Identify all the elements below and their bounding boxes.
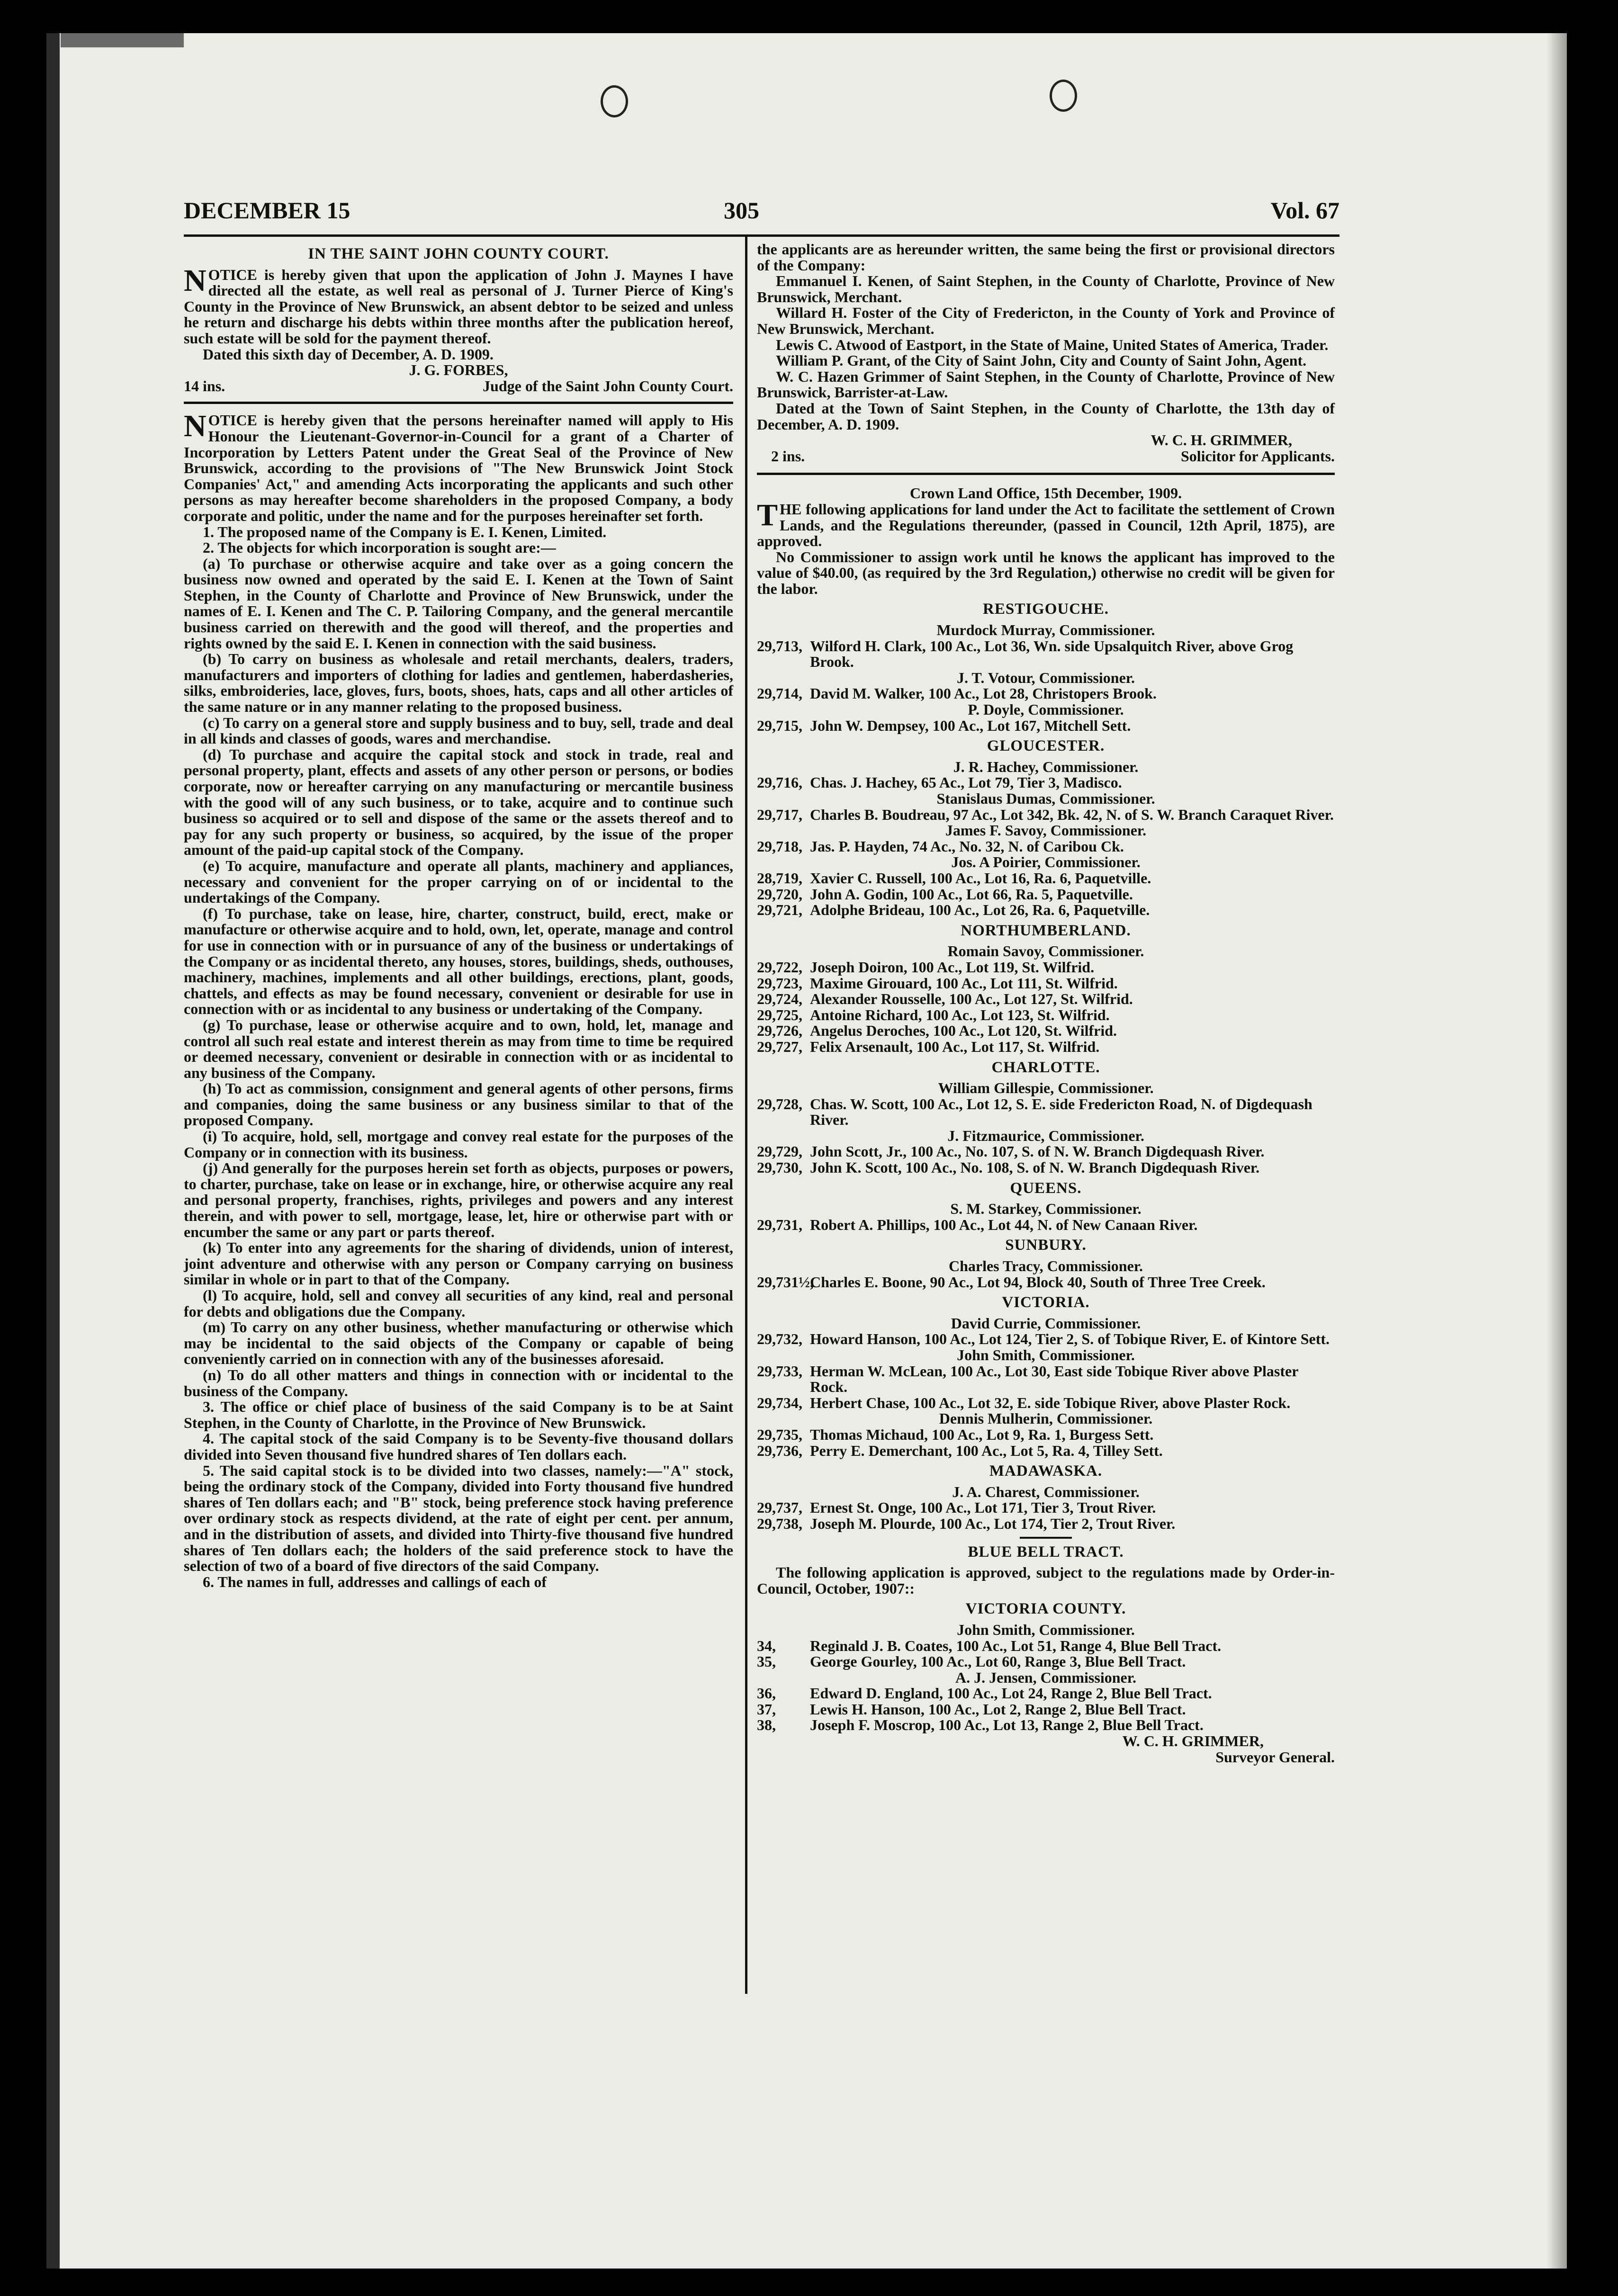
land-application-entry bbox=[757, 839, 1335, 855]
commissioner-line: Jos. A Poirier, Commissioner. bbox=[951, 853, 1141, 871]
court-notice-dated: Dated this sixth day of December, A. D. 1909. bbox=[203, 345, 494, 363]
court-notice-ins: 14 ins. bbox=[184, 377, 225, 395]
court-notice-signer: J. G. FORBES, bbox=[409, 361, 508, 379]
right-column bbox=[757, 242, 1335, 1765]
application-details: Reginald J. B. Coates, 100 Ac., Lot 51, Range 4, Blue Bell Tract. bbox=[810, 1637, 1222, 1654]
land-application-entry bbox=[757, 1007, 1335, 1023]
land-application-entry bbox=[757, 775, 1335, 791]
application-number: 29,725, bbox=[757, 1006, 802, 1023]
incorporation-paragraph: 5. The said capital stock is to be divided into two classes, namely:—"A" stock, being the ordinary stock of the Company, divided into Forty thousand five hundred shares of Ten dollars each; and "B" stock, being preference stock having preference over ordinary stock as respects dividend, at the rate of eight per cent. per annum, and in the distribution of assets, and divided into Thirty-five thousand five hundred shares of Ten dollars each; the holders of the said preference stock to have the selection of two of a board of five directors of the said Company. bbox=[184, 1462, 733, 1575]
incorporation-signer: W. C. H. GRIMMER, bbox=[1151, 431, 1292, 449]
land-application-entry bbox=[757, 902, 1335, 918]
application-details: Chas. W. Scott, 100 Ac., Lot 12, S. E. side Fredericton Road, N. of Digdequash River. bbox=[810, 1095, 1312, 1129]
county-section bbox=[757, 1238, 1335, 1290]
commissioner-line: John Smith, Commissioner. bbox=[957, 1346, 1135, 1363]
application-details: Charles E. Boone, 90 Ac., Lot 94, Block 40, South of Three Tree Creek. bbox=[810, 1273, 1266, 1291]
incorporation-paragraph: (d) To purchase and acquire the capital stock and stock in trade, real and personal property, plant, effects and assets of any other person or persons, or bodies corporate, now or hereafter carrying on any manufacturing or mercantile business with the good will of any such business, or to take, acquire and to continue such business so acquired or to sell and dispose of the same or the assets thereof and to pay for any such property or business, so acquired, by the issue of the proper amount of the paid-up capital stock of the Company. bbox=[184, 745, 733, 859]
application-details: Joseph Doiron, 100 Ac., Lot 119, St. Wilfrid. bbox=[810, 958, 1095, 976]
applicant-entry: Lewis C. Atwood of Eastport, in the State of Maine, United States of America, Trader. bbox=[776, 336, 1329, 353]
land-application-entry bbox=[757, 1023, 1335, 1039]
punch-hole-left bbox=[601, 85, 628, 117]
land-application-entry bbox=[757, 1702, 1335, 1718]
land-application-entry bbox=[757, 1717, 1335, 1733]
commissioner-line: William Gillespie, Commissioner. bbox=[938, 1079, 1154, 1097]
county-heading: GLOUCESTER. bbox=[987, 737, 1105, 755]
application-details: Lewis H. Hanson, 100 Ac., Lot 2, Range 2, Blue Bell Tract. bbox=[810, 1700, 1186, 1718]
incorporation-paragraph: 4. The capital stock of the said Company is to be Seventy-five thousand dollars divided into Seven thousand five hundred shares of Ten dollars each. bbox=[184, 1430, 733, 1463]
incorporation-paragraph: (a) To purchase or otherwise acquire and take over as a going concern the business now owned and operated by the said E. I. Kenen at the Town of Saint Stephen, in the County of Charlotte and Province of New Brunswick, under the names of E. I. Kenen and The C. P. Tailoring Company, and the general mercantile business carried on therewith and the good will thereof, and the properties and rights owned by the said E. I. Kenen in connection with the said business. bbox=[184, 555, 733, 652]
notice-separator-rule bbox=[184, 402, 733, 404]
commissioner-line: S. M. Starkey, Commissioner. bbox=[950, 1200, 1142, 1218]
court-notice-body: NOTICE is hereby given that upon the application of John J. Maynes I have directed all the estate, as well real as personal of J. Turner Pierce of King's County in the Province of New Brunswick, an absent debtor to be seized and unless he return and discharge his debts within three months after the publication hereof, such estate will be sold for the payment thereof. bbox=[184, 263, 733, 347]
application-details: John K. Scott, 100 Ac., No. 108, S. of N. W. Branch Digdequash River. bbox=[810, 1159, 1260, 1176]
application-number: 29,731, bbox=[757, 1216, 802, 1233]
application-number: 29,729, bbox=[757, 1143, 802, 1160]
punch-hole-right bbox=[1050, 80, 1077, 112]
land-application-entry bbox=[757, 1274, 1335, 1291]
application-details: Antoine Richard, 100 Ac., Lot 123, St. Wilfrid. bbox=[810, 1006, 1110, 1023]
land-application-entry bbox=[757, 1516, 1335, 1532]
commissioner-line: Charles Tracy, Commissioner. bbox=[948, 1257, 1143, 1275]
court-notice-signature-line bbox=[184, 378, 733, 395]
application-number: 29,724, bbox=[757, 990, 802, 1008]
page-number: 305 bbox=[724, 197, 759, 224]
incorporation-paragraph: (m) To carry on any other business, whether manufacturing or otherwise which may be incidental to the said objects of the Company or capable of being conveniently carried on in connection with any of the businesses aforesaid. bbox=[184, 1318, 733, 1368]
land-application-entry bbox=[757, 1217, 1335, 1233]
applicant-entry: W. C. Hazen Grimmer of Saint Stephen, in the County of Charlotte, Province of New Brunswick, Barrister-at-Law. bbox=[757, 368, 1335, 401]
left-column bbox=[184, 242, 733, 1590]
application-details: Edward D. England, 100 Ac., Lot 24, Range 2, Blue Bell Tract. bbox=[810, 1685, 1212, 1702]
application-details: George Gourley, 100 Ac., Lot 60, Range 3, Blue Bell Tract. bbox=[810, 1653, 1186, 1670]
incorporation-paragraph: (h) To act as commission, consignment and general agents of other persons, firms and companies, doing the same business or any business similar to that of the proposed Company. bbox=[184, 1080, 733, 1129]
incorporation-notice-continued: the applicants are as hereunder written, the same being the first or provisional directors of the Company: bbox=[757, 241, 1335, 274]
application-details: John Scott, Jr., 100 Ac., No. 107, S. of N. W. Branch Digdequash River. bbox=[810, 1143, 1265, 1160]
land-application-entry bbox=[757, 887, 1335, 903]
county-heading: NORTHUMBERLAND. bbox=[961, 922, 1131, 939]
application-details: Joseph M. Plourde, 100 Ac., Lot 174, Tier 2, Trout River. bbox=[810, 1515, 1176, 1532]
county-section bbox=[757, 1295, 1335, 1459]
application-number: 29,731½, bbox=[757, 1273, 814, 1291]
incorporation-paragraph: 2. The objects for which incorporation is sought are:— bbox=[203, 539, 556, 556]
county-heading: CHARLOTTE. bbox=[991, 1058, 1100, 1076]
land-application-entry bbox=[757, 1686, 1335, 1702]
application-details: John W. Dempsey, 100 Ac., Lot 167, Mitchell Sett. bbox=[810, 717, 1131, 734]
crown-note: No Commissioner to assign work until he knows the applicant has improved to the value of $40.00, (as required by the 3rd Regulation,) otherwise no credit will be given for the labor. bbox=[757, 548, 1335, 597]
page-edge-shadow bbox=[1547, 33, 1567, 2269]
land-application-entry bbox=[757, 1500, 1335, 1516]
application-details: Thomas Michaud, 100 Ac., Lot 9, Ra. 1, Burgess Sett. bbox=[810, 1426, 1154, 1443]
application-details: Robert A. Phillips, 100 Ac., Lot 44, N. of New Canaan River. bbox=[810, 1216, 1198, 1233]
incorporation-paragraph: (g) To purchase, lease or otherwise acquire and to own, hold, let, manage and control all such real estate and interest therein as may from time to time be required or deemed necessary, convenient or desirable in connection with or as incidental to any business of the Company. bbox=[184, 1016, 733, 1081]
applicant-entry: Willard H. Foster of the City of Fredericton, in the County of York and Province of New Brunswick, Merchant. bbox=[757, 304, 1335, 337]
incorporation-signature-line bbox=[757, 448, 1335, 465]
commissioner-line: Stanislaus Dumas, Commissioner. bbox=[936, 790, 1155, 807]
commissioner-line: John Smith, Commissioner. bbox=[957, 1621, 1135, 1638]
application-number: 29,717, bbox=[757, 806, 802, 823]
application-details: Ernest St. Onge, 100 Ac., Lot 171, Tier 3, Trout River. bbox=[810, 1499, 1156, 1516]
land-application-entry bbox=[757, 1427, 1335, 1443]
application-number: 29,728, bbox=[757, 1095, 802, 1112]
county-section bbox=[757, 1463, 1335, 1532]
application-number: 34, bbox=[757, 1637, 776, 1654]
land-application-entry bbox=[757, 976, 1335, 992]
incorporation-paragraphs bbox=[184, 524, 733, 1590]
bluebell-county: VICTORIA COUNTY. bbox=[965, 1600, 1126, 1618]
crown-intro: THE following applications for land under the Act to facilitate the settlement of Crown Lands, and the Regulations thereunder, (passed in Council, 12th April, 1875), are approved. bbox=[757, 497, 1335, 550]
incorporation-paragraph: (l) To acquire, hold, sell and convey all securities of any kind, real and personal for debts and obligations due the Company. bbox=[184, 1287, 733, 1320]
commissioner-line: J. R. Hachey, Commissioner. bbox=[953, 758, 1139, 775]
land-application-entry bbox=[757, 1654, 1335, 1670]
application-details: Howard Hanson, 100 Ac., Lot 124, Tier 2, S. of Tobique River, E. of Kintore Sett. bbox=[810, 1330, 1330, 1348]
application-details: Felix Arsenault, 100 Ac., Lot 117, St. Wilfrid. bbox=[810, 1038, 1100, 1055]
bluebell-title: BLUE BELL TRACT. bbox=[968, 1543, 1124, 1561]
incorporation-paragraph: (k) To enter into any agreements for the sharing of dividends, union of interest, joint adventure and otherwise with any person or Company carrying on business similar in whole or in part to that of the Company. bbox=[184, 1239, 733, 1288]
application-number: 37, bbox=[757, 1700, 776, 1718]
bluebell-entries bbox=[757, 1622, 1335, 1733]
commissioner-line: J. T. Votour, Commissioner. bbox=[956, 669, 1135, 686]
application-details: Jas. P. Hayden, 74 Ac., No. 32, N. of Caribou Ck. bbox=[810, 837, 1124, 855]
incorporation-paragraph: 1. The proposed name of the Company is E. I. Kenen, Limited. bbox=[203, 523, 607, 540]
application-number: 28,719, bbox=[757, 869, 802, 887]
application-number: 29,720, bbox=[757, 885, 802, 903]
application-details: Angelus Deroches, 100 Ac., Lot 120, St. Wilfrid. bbox=[810, 1022, 1117, 1040]
land-application-entry bbox=[757, 1160, 1335, 1176]
land-application-entry bbox=[757, 686, 1335, 702]
incorporation-paragraph: 3. The office or chief place of business of the said Company is to be at Saint Stephen, in the County of Charlotte, in the Province of New Brunswick. bbox=[184, 1398, 733, 1431]
application-number: 38, bbox=[757, 1716, 776, 1734]
application-details: Maxime Girouard, 100 Ac., Lot 111, St. Wilfrid. bbox=[810, 974, 1118, 992]
crown-land-sections bbox=[757, 601, 1335, 1532]
commissioner-line: Dennis Mulherin, Commissioner. bbox=[939, 1410, 1153, 1427]
application-number: 36, bbox=[757, 1685, 776, 1702]
application-details: Perry E. Demerchant, 100 Ac., Lot 5, Ra. 4, Tilley Sett. bbox=[810, 1442, 1163, 1459]
incorporation-paragraph: (c) To carry on a general store and supply business and to buy, sell, trade and deal in all kinds and classes of goods, wares and merchandise. bbox=[184, 714, 733, 747]
county-section bbox=[757, 738, 1335, 918]
application-details: Charles B. Boudreau, 97 Ac., Lot 342, Bk. 42, N. of S. W. Branch Caraquet River. bbox=[810, 806, 1334, 823]
incorporation-paragraph: (n) To do all other matters and things in connection with or incidental to the business of the Company. bbox=[184, 1366, 733, 1399]
applicant-entry: Emmanuel I. Kenen, of Saint Stephen, in the County of Charlotte, Province of New Brunswick, Merchant. bbox=[757, 272, 1335, 305]
application-details: Chas. J. Hachey, 65 Ac., Lot 79, Tier 3, Madisco. bbox=[810, 774, 1122, 791]
land-application-entry bbox=[757, 807, 1335, 823]
court-notice-title: IN THE SAINT JOHN COUNTY COURT. bbox=[308, 245, 609, 262]
application-number: 29,726, bbox=[757, 1022, 802, 1040]
application-details: John A. Godin, 100 Ac., Lot 66, Ra. 5, Paquetville. bbox=[810, 885, 1133, 903]
county-heading: SUNBURY. bbox=[1005, 1237, 1087, 1254]
commissioner-line: Murdock Murray, Commissioner. bbox=[936, 621, 1155, 639]
incorporation-paragraph: 6. The names in full, addresses and callings of each of bbox=[203, 1573, 547, 1590]
incorporation-paragraph: (f) To purchase, take on lease, hire, charter, construct, build, erect, make or manufacture or otherwise acquire and to hold, own, let, operate, manage and control for use in connection with or in pursuance of any of the business or undertakings of the Company or as incidental thereto, any houses, stores, buildings, sheds, outhouses, machinery, machines, implements and all other buildings, erections, plant, goods, chattels, and effects as may be found necessary, convenient or desirable for use in connection with or as incidental to any business or undertaking of the Company. bbox=[184, 905, 733, 1018]
land-application-entry bbox=[757, 1638, 1335, 1654]
bluebell-intro: The following application is approved, subject to the regulations made by Order-in-Council, October, 1907:: bbox=[757, 1564, 1335, 1597]
county-section bbox=[757, 1181, 1335, 1233]
incorporation-signer-title: Solicitor for Applicants. bbox=[1180, 447, 1335, 465]
application-number: 29,713, bbox=[757, 637, 802, 655]
bluebell-signer-title: Surveyor General. bbox=[1215, 1748, 1335, 1766]
land-application-entry bbox=[757, 960, 1335, 976]
volume-number: Vol. 67 bbox=[1270, 197, 1339, 224]
county-heading: QUEENS. bbox=[1010, 1179, 1082, 1197]
incorporation-paragraph: (j) And generally for the purposes herein set forth as objects, purposes or powers, to charter, purchase, take on lease or in exchange, hire, or otherwise acquire any real and personal property, franchises, rights, privileges and powers and any interest therein, and with power to sell, mortgage, lease, let, hire or otherwise part with or encumber the same or any part or parts thereof. bbox=[184, 1159, 733, 1240]
county-heading: VICTORIA. bbox=[1002, 1294, 1090, 1311]
newspaper-page bbox=[46, 33, 1567, 2269]
incorporation-paragraph: (e) To acquire, manufacture and operate all plants, machinery and appliances, necessary and convenient for the proper carrying on of or incidental to the undertakings of the Company. bbox=[184, 857, 733, 906]
incorporation-paragraph: (b) To carry on business as wholesale and retail merchants, dealers, traders, manufacturers and importers of clothing for ladies and gentlemen, haberdasheries, silks, embroideries, lace, gloves, furs, boots, shoes, hats, caps and all other articles of the same nature or in any manner relating to the proposed business. bbox=[184, 650, 733, 716]
application-number: 29,727, bbox=[757, 1038, 802, 1055]
page-binding-shadow bbox=[46, 33, 60, 2269]
applicant-entry: William P. Grant, of the City of Saint John, City and County of Saint John, Agent. bbox=[776, 352, 1307, 369]
commissioner-line: James F. Savoy, Commissioner. bbox=[945, 822, 1147, 839]
court-notice-signer-title: Judge of the Saint John County Court. bbox=[483, 377, 733, 395]
header-date: DECEMBER 15 bbox=[184, 197, 351, 224]
county-section bbox=[757, 1060, 1335, 1176]
application-number: 29,734, bbox=[757, 1394, 802, 1411]
application-number: 35, bbox=[757, 1653, 776, 1670]
application-number: 29,721, bbox=[757, 901, 802, 919]
application-number: 29,718, bbox=[757, 837, 802, 855]
commissioner-line: A. J. Jensen, Commissioner. bbox=[955, 1668, 1136, 1686]
page-header bbox=[184, 197, 1339, 234]
incorporation-notice-intro: NOTICE is hereby given that the persons hereinafter named will apply to His Honour the Lieutenant-Governor-in-Council for a grant of a Charter of Incorporation by Letters Patent under the Great Seal of the Province of New Brunswick, according to the provisions of "The New Brunswick Joint Stock Companies' Act," and amending Acts incorporating the applicants and such other persons as may hereafter become shareholders in the proposed Company, a body corporate and politic, under the name and for the purposes hereinafter set forth. bbox=[184, 409, 733, 524]
land-application-entry bbox=[757, 1039, 1335, 1055]
application-number: 29,714, bbox=[757, 685, 802, 702]
application-details: Herbert Chase, 100 Ac., Lot 32, E. side Tobique River, above Plaster Rock. bbox=[810, 1394, 1291, 1411]
column-divider bbox=[745, 237, 747, 1994]
county-heading: MADAWASKA. bbox=[989, 1462, 1103, 1480]
land-application-entry bbox=[757, 1331, 1335, 1347]
county-section bbox=[757, 601, 1335, 734]
crown-office-dateline: Crown Land Office, 15th December, 1909. bbox=[909, 484, 1182, 502]
scan-corner-mark bbox=[61, 33, 184, 47]
land-application-entry bbox=[757, 870, 1335, 887]
county-heading: RESTIGOUCHE. bbox=[983, 601, 1109, 618]
land-application-entry bbox=[757, 991, 1335, 1007]
land-application-entry bbox=[757, 1443, 1335, 1459]
application-details: Adolphe Brideau, 100 Ac., Lot 26, Ra. 6, Paquetville. bbox=[810, 901, 1150, 919]
application-number: 29,735, bbox=[757, 1426, 802, 1443]
application-number: 29,736, bbox=[757, 1442, 802, 1459]
application-number: 29,722, bbox=[757, 958, 802, 976]
land-application-entry bbox=[757, 1144, 1335, 1160]
application-number: 29,738, bbox=[757, 1515, 802, 1532]
application-number: 29,733, bbox=[757, 1362, 802, 1380]
application-details: Alexander Rousselle, 100 Ac., Lot 127, St. Wilfrid. bbox=[810, 990, 1133, 1008]
land-application-entry bbox=[757, 1096, 1335, 1128]
application-details: Wilford H. Clark, 100 Ac., Lot 36, Wn. side Upsalquitch River, above Grog Brook. bbox=[810, 637, 1294, 671]
land-application-entry bbox=[757, 718, 1335, 734]
application-number: 29,715, bbox=[757, 717, 802, 734]
bluebell-signer: W. C. H. GRIMMER, bbox=[1122, 1732, 1264, 1750]
incorporation-dated: Dated at the Town of Saint Stephen, in the County of Charlotte, the 13th day of December, A. D. 1909. bbox=[757, 399, 1335, 433]
land-application-entry bbox=[757, 1363, 1335, 1395]
commissioner-line: David Currie, Commissioner. bbox=[951, 1314, 1141, 1332]
application-details: David M. Walker, 100 Ac., Lot 28, Christopers Brook. bbox=[810, 685, 1157, 702]
commissioner-line: J. A. Charest, Commissioner. bbox=[952, 1483, 1140, 1500]
applicant-list bbox=[757, 273, 1335, 401]
application-number: 29,737, bbox=[757, 1499, 802, 1516]
incorporation-paragraph: (i) To acquire, hold, sell, mortgage and convey real estate for the purposes of the Company or in connection with its business. bbox=[184, 1128, 733, 1161]
crown-separator-rule bbox=[757, 473, 1335, 475]
application-number: 29,732, bbox=[757, 1330, 802, 1348]
land-application-entry bbox=[757, 638, 1335, 670]
commissioner-line: J. Fitzmaurice, Commissioner. bbox=[947, 1127, 1144, 1144]
application-number: 29,723, bbox=[757, 974, 802, 992]
application-number: 29,730, bbox=[757, 1159, 802, 1176]
bluebell-separator-rule bbox=[1020, 1537, 1072, 1539]
county-section bbox=[757, 923, 1335, 1055]
land-application-entry bbox=[757, 1395, 1335, 1411]
commissioner-line: P. Doyle, Commissioner. bbox=[968, 701, 1124, 718]
header-rule bbox=[184, 234, 1339, 237]
application-number: 29,716, bbox=[757, 774, 802, 791]
commissioner-line: Romain Savoy, Commissioner. bbox=[947, 942, 1144, 960]
incorporation-ins: 2 ins. bbox=[771, 447, 805, 465]
application-details: Xavier C. Russell, 100 Ac., Lot 16, Ra. 6, Paquetville. bbox=[810, 869, 1151, 887]
application-details: Joseph F. Moscrop, 100 Ac., Lot 13, Range 2, Blue Bell Tract. bbox=[810, 1716, 1204, 1734]
application-details: Herman W. McLean, 100 Ac., Lot 30, East side Tobique River above Plaster Rock. bbox=[810, 1362, 1298, 1396]
